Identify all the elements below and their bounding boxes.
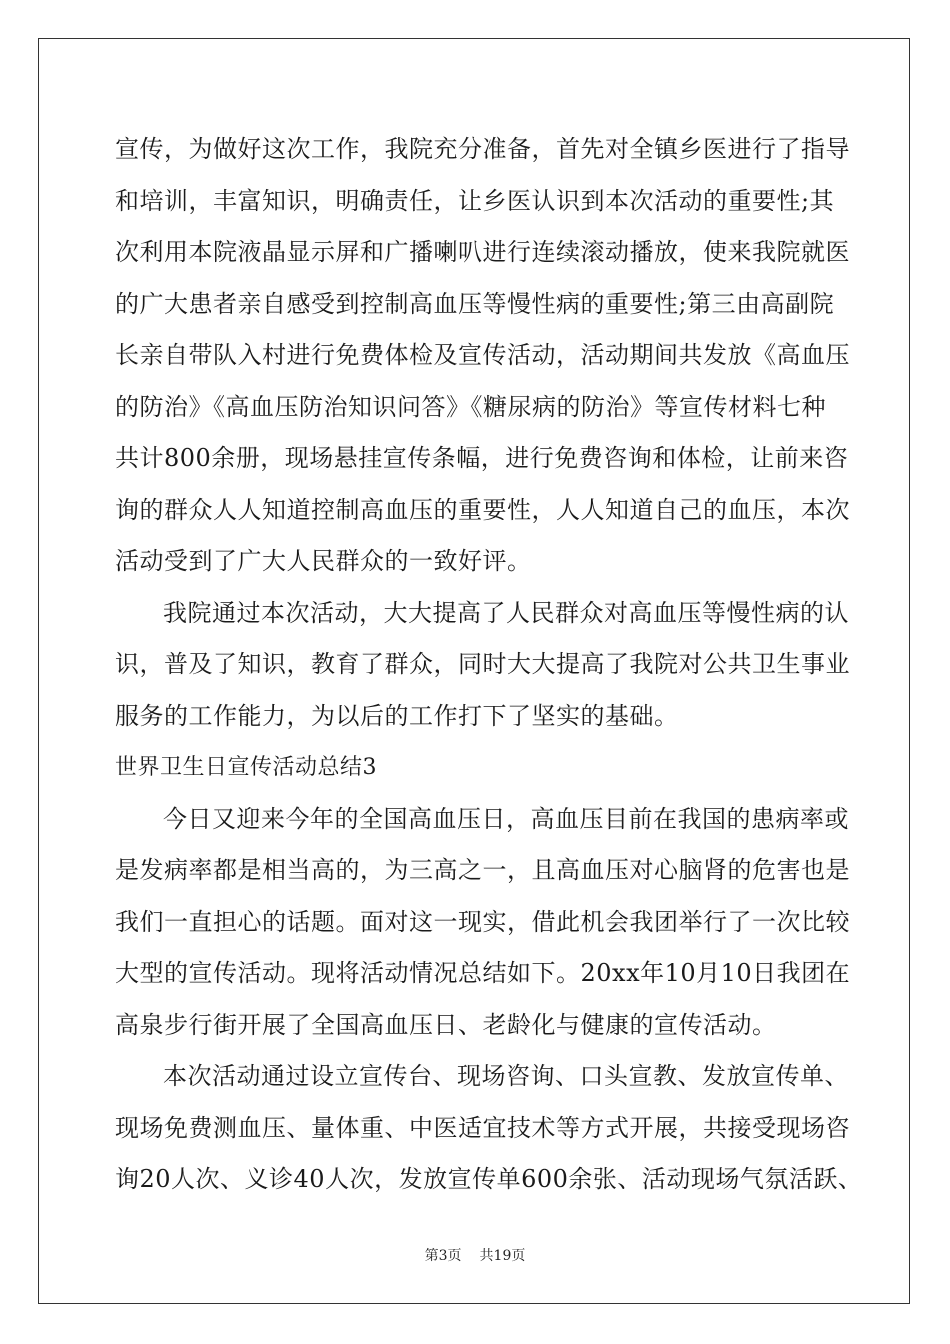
paragraph-line: 的防治》《高血压防治知识问答》《糖尿病的防治》等宣传材料七种 [115, 392, 826, 421]
page-number: 第3页 [424, 1248, 462, 1264]
paragraph-line: 共计800余册，现场悬挂宣传条幅，进行免费咨询和体检，让前来咨 [115, 444, 849, 472]
paragraph-line: 现场免费测血压、量体重、中医适宜技术等方式开展，共接受现场咨 [115, 1113, 850, 1142]
section-heading: 世界卫生日宣传活动总结3 [115, 755, 377, 780]
paragraph-line: 是发病率都是相当高的，为三高之一，且高血压对心脑肾的危害也是 [115, 856, 850, 884]
paragraph-line: 我院通过本次活动，大大提高了人民群众对高血压等慢性病的认 [163, 598, 849, 627]
paragraph-line: 今日又迎来今年的全国高血压日，高血压目前在我国的患病率或 [163, 804, 849, 833]
paragraph-line: 长亲自带队入村进行免费体检及宣传活动，活动期间共发放《高血压 [115, 341, 850, 369]
page-footer [0, 1245, 950, 1265]
paragraph-line: 次利用本院液晶显示屏和广播喇叭进行连续滚动播放，使来我院就医 [115, 238, 850, 266]
paragraph-line: 服务的工作能力，为以后的工作打下了坚实的基础。 [115, 701, 679, 730]
paragraph-line: 和培训，丰富知识，明确责任，让乡医认识到本次活动的重要性;其 [115, 186, 835, 215]
paragraph-line: 高泉步行街开展了全国高血压日、老龄化与健康的宣传活动。 [115, 1010, 777, 1039]
paragraph-line: 的广大患者亲自感受到控制高血压等慢性病的重要性;第三由高副院 [115, 289, 835, 318]
page-total: 共19页 [479, 1248, 526, 1264]
paragraph-line: 大型的宣传活动。现将活动情况总结如下。20xx年10月10日我团在 [115, 959, 851, 987]
paragraph-line: 询的群众人人知道控制高血压的重要性，人人知道自己的血压，本次 [115, 495, 850, 524]
paragraph-line: 本次活动通过设立宣传台、现场咨询、口头宣教、发放宣传单、 [163, 1062, 849, 1090]
document-body [115, 124, 863, 1206]
paragraph-line: 宣传，为做好这次工作，我院充分准备，首先对全镇乡医进行了指导 [115, 135, 850, 163]
paragraph-line: 识，普及了知识，教育了群众，同时大大提高了我院对公共卫生事业 [115, 650, 850, 678]
paragraph-line: 我们一直担心的话题。面对这一现实，借此机会我团举行了一次比较 [115, 907, 850, 936]
paragraph-line: 询20人次、义诊40人次，发放宣传单600余张、活动现场气氛活跃、 [115, 1165, 863, 1193]
paragraph-line: 活动受到了广大人民群众的一致好评。 [115, 547, 532, 575]
